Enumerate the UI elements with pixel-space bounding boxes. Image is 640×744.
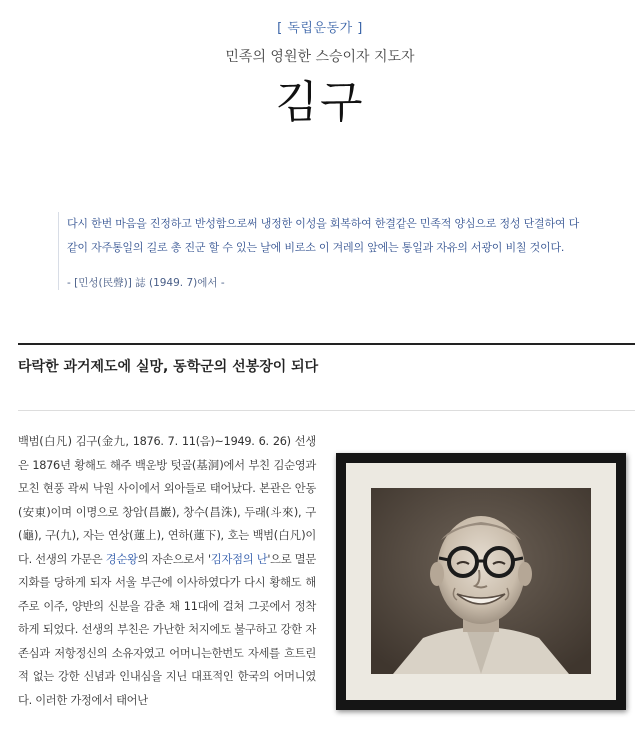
portrait-photo bbox=[371, 488, 591, 674]
biography-text bbox=[18, 430, 316, 712]
quote-text bbox=[67, 212, 640, 260]
portrait-illustration bbox=[371, 488, 591, 674]
quote-block bbox=[58, 212, 640, 290]
page-subtitle: 민족의 영원한 스승이자 지도자 bbox=[225, 49, 415, 65]
category-label: [ 독립운동가 ] bbox=[277, 21, 363, 36]
page-title: 김구 bbox=[275, 77, 365, 128]
biography-part-1: 백범(白凡) 김구(金九, 1876. 7. 11(음)~1949. 6. 26) 선생은 1876년 황해도 해주 백운방 텃골(基洞)에서 부친 김순영과 모친 현풍 곽씨 낙원 사이에서 외아들로 태어났다. 본관은 안동(安東)이며 이명으로 창암(昌巖), 창수(昌洙), 두래(斗來), 구(龜), 구(九), 자는 연상(蓮上), 연하(蓮下), 호는 백범(白凡)이다. 선생의 가문은 bbox=[18, 435, 316, 566]
biography-link-kim-jajeom-rebellion[interactable]: 김자점의 난 bbox=[210, 552, 268, 566]
biography-link-gyeongsunwang[interactable]: 경순왕 bbox=[105, 552, 138, 566]
biography-part-2: 의 자손으로서 ' bbox=[137, 552, 211, 566]
section-divider-top bbox=[18, 343, 635, 345]
portrait-frame bbox=[336, 453, 626, 710]
section-divider-bottom bbox=[18, 410, 635, 411]
quote-source: - [민성(民聲)] 誌 (1949. 7)에서 - bbox=[67, 277, 225, 289]
portrait-mat bbox=[346, 463, 616, 700]
quote-line-1: 다시 한번 마음을 진정하고 반성함으로써 냉정한 이성을 회복하여 한결같은 민족적 양심으로 정성 단결하여 다 bbox=[67, 217, 580, 230]
biography-part-3: '으로 멸문지화를 당하게 되자 서울 부근에 이사하였다가 다시 황해도 해주로 이주, 양반의 신분을 감춘 채 11대에 걸쳐 그곳에서 정착하게 되었다. 선생의 부친은 가난한 처지에도 불구하고 강한 자존심과 저항정신의 소유자였고 어머니는한번도 자세를 흐트린 적 없는 강한 신념과 인내심을 지닌 대표적인 한국의 어머니였다. 이러한 가정에서 태어난 bbox=[18, 552, 316, 707]
section-heading: 타락한 과거제도에 실망, 동학군의 선봉장이 되다 bbox=[18, 359, 319, 375]
quote-line-2: 같이 자주통일의 길로 총 진군 할 수 있는 날에 비로소 이 겨레의 앞에는 통일과 자유의 서광이 비칠 것이다. bbox=[67, 241, 565, 254]
